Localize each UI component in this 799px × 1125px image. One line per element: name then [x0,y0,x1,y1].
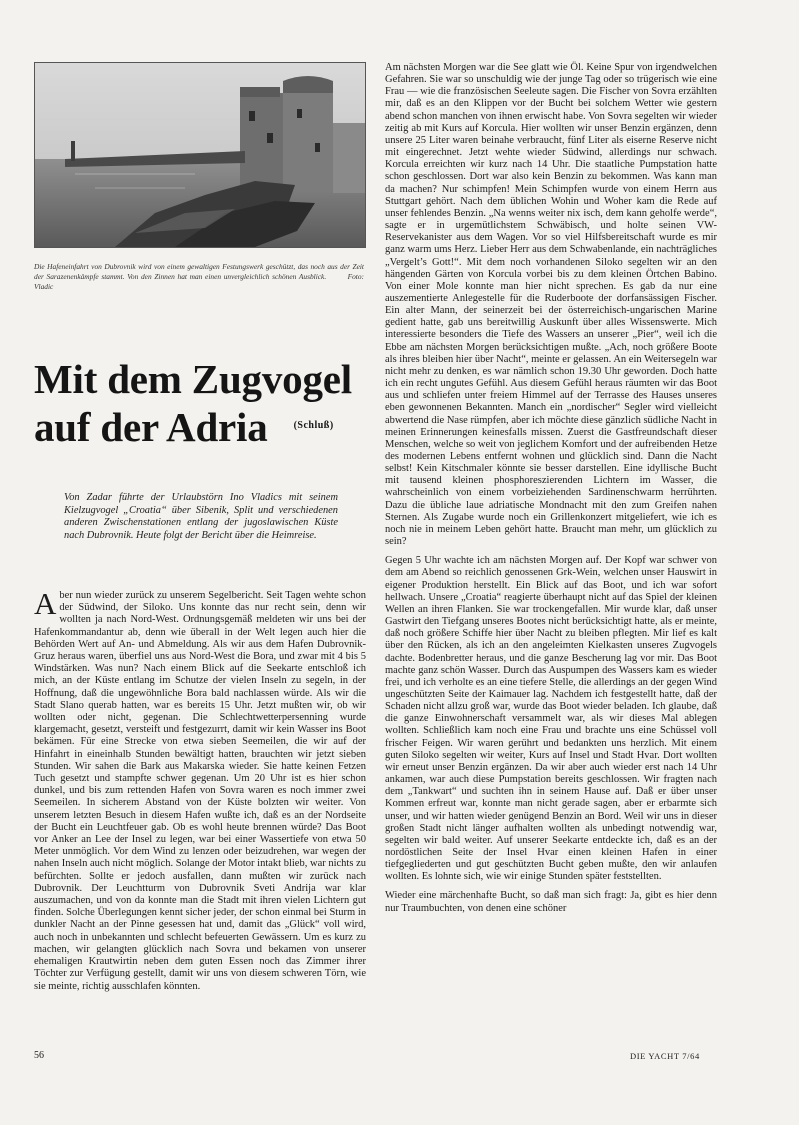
body-column-left [34,586,366,993]
photo-credit: Foto: Vladic [34,272,365,291]
title-line-2: auf der Adria [34,404,268,450]
article-lead: Von Zadar führte der Urlaubstörn Ino Vladics mit seinem Kielzugvogel „Croatia“ über Sibenik, Split und verschiedenen anderen Zwischenstationen entlang der jugoslawischen Küste nach Dubrovnik. Heute folgt der Bericht über die Heimreise. [64,492,338,541]
article-title [34,355,374,456]
photo-caption [34,262,364,292]
paragraph: Gegen 5 Uhr wachte ich am nächsten Morgen auf. Der Kopf war schwer von dem am Abend so reichlich genossenen Grk-Wein, welchen unser Hauswirt in eigener Produktion herstellt. Ein Blick auf das Boot, und ich war sofort hellwach. Unsere „Croatia“ reagierte überhaupt nicht auf das Spiel der kleinen Wellen an ihren Flanken. Sie war trockengefallen. Mir wurde klar, daß unser Gastwirt den Tiefgang unseres Bootes nicht berücksichtigt hatte, als er meinte, daß noch größere Schiffe hier über Nacht zu bleiben pflegten. Mir lief es kalt über den Rücken, als ich an den angeleimten Kielkasten unseres Zugvogels dachte. Bodenbretter heraus, und die ganze Bescherung lag vor mir. Das Boot machte ganz schön Wasser. Durch das Auspumpen des Wassers kam es wieder frei, und ich verholte es an eine tiefere Stelle, die allerdings an der gegen Wind ungeschützten Seite der Kaimauer lag. Nachdem ich festgestellt hatte, daß der Schaden nicht allzu groß war, wurde das Boot wieder beladen. Ich glaube, daß die ganze Einwohnerschaft versammelt war, als wir dieses Mal ablegen wollten. Schließlich kam noch eine Frau und brachte uns eine Schüssel voll frischer Feigen. Wir waren gerührt und bedankten uns herzlich. Mit einem guten Siloko segelten wir weiter, Kurs auf Insel und Stadt Hvar. Dort wollten wir erneut unser Benzin ergänzen. Da wir aber auch wieder erst nach 14 Uhr ankamen, war auch diese Pumpstation bereits geschlossen. Wir fragten nach dem „Tankwart“ und suchten ihn in seinem Hause auf. Daß er über unser Kommen erfreut war, konnte man nicht gerade sagen, aber er erbarmte sich unser, und wir hatten wieder genügend Benzin an Bord. Weil wir uns in dieser großen Stadt nicht länger aufhalten wollten als unbedingt notwendig war, segelten wir bald weiter. Auf unserer Seekarte entdeckte ich, daß es an der nordöstlichen Seite der Insel Hvar einen kleinen Hafen in einer tiefgegliederten und gut geschützten Bucht geben mußte, den wir anlaufen wollten. Es lohnte sich, wie wir einige Stunden später feststellten. [385,555,717,883]
page-number: 56 [34,1050,44,1061]
title-suffix: (Schluß) [293,419,334,431]
body-column-right [385,62,717,915]
title-line-1: Mit dem Zugvogel [34,356,352,402]
paragraph: Wieder eine märchenhafte Bucht, so daß man sich fragt: Ja, gibt es hier denn nur Traumbuchten, von denen eine schöner [385,890,717,914]
title-line-2-wrap [34,403,374,456]
paragraph: Am nächsten Morgen war die See glatt wie Öl. Keine Spur von irgendwelchen Gefahren. Sie war so unschuldig wie der junge Tag oder so trügerisch wie eine Frau — wie die französischen Seeleute sagen. Die Fischer von Sovra erzählten mir, daß es an den Klippen vor der Bucht bei solchem Wetter wie gestern abend schon manchen von ihnen erwischt habe. Von Sovra segelten wir wieder zeitig ab mit Kurs auf Korcula. Hier wollten wir unser Benzin ergänzen, denn unsere 25 Liter waren beinahe verbraucht, fünf Liter als eiserne Reserve nicht mit eingerechnet. Jetzt wehte wieder Südwind, allerdings nur schwach. Korcula erreichten wir kurz nach 14 Uhr. Die staatliche Pumpstation hatte schon geschlossen. Dort war also kein Benzin zu bekommen. Was kann man da machen? Nur schimpfen! Mein Schimpfen wurde von einem Herrn aus Stuttgart gehört. Nach dem üblichen Wohin und Woher kam die Rede auf unser fehlendes Benzin. „Na wenns weiter nix isch, dem kann geholfe werde“, sagte er in urgemütlichstem Schwäbisch, und holte seinen VW-Reservekanister aus dem Wagen. Vor so viel Hilfsbereitschaft wurde es mir ganz warm ums Herz. Lieber Herr aus dem Schwabenlande, ein nachträgliches „Vergelt’s Gott!“. Mit dem noch vorhandenen Siloko segelten wir an den hängenden Gärten von Korcula vorbei bis zu dem kleinen Örtchen Babino. Von einer Mole konnte man hier nicht sprechen. Es gab da nur eine auszementierte Anlegestelle für die Ruderboote der dorfansässigen Fischer. Ein alter Mann, der seinerzeit bei der österreichisch-ungarischen Marine gedient hatte, gab uns bereitwillig Auskunft über alles Wissenswerte. Mich interessierte besonders die Tiefe des Wassers an unserer „Pier“, weil ich die Ebbe am nächsten Morgen berücksichtigen mußte. „Ach, noch größere Boote als ihres bleiben hier über Nacht“, meinte er gelassen. An ein Weitersegeln war nicht mehr zu denken, es war nämlich schon 19.30 Uhr geworden. Doch hatte ich ein recht ungutes Gefühl. Aus diesem Gefühl heraus räumten wir das Boot aus und schliefen unter freiem Himmel auf der Terrasse des Hauses unseres eben gewonnenen Bekannten. Manch ein „nordischer“ Segler wird vielleicht abwertend die Nase rümpfen, aber ich möchte diese gänzlich südliche Nacht in meinen Erinnerungen keinesfalls missen. Zuerst die Gastfreundschaft dieser Menschen, welche so weit von jeglichem Komfort und der aufreibenden Hetze des modernen Lebens entfernt wohnen und glücklich sind. Dann die Nacht selbst! Kein Kitschmaler könnte sie besser darstellen. Eine idyllische Bucht mit tausend kleinen phosphoreszierenden Lichtern im Wasser, die wahrscheinlich von einem vorbeiziehenden Sardinenschwarm herrührten. Dazu die übliche laue adriatische Mondnacht mit den zum Greifen nahen Sternen. Als Zugabe wurde noch ein Grillenkonzert mitgeliefert, wie ich es noch nie in meinem Leben gehört hatte. Braucht man mehr, um glücklich zu sein? [385,62,717,548]
caption-text: Die Hafeneinfahrt von Dubrovnik wird von einem gewaltigen Festungswerk geschützt, das noch aus der Zeit der Sarazenenkämpfe stammt. Von den Zinnen hat man einen unvergleichlich schönen Ausblick. [34,262,364,281]
dropcap: A [34,586,57,621]
magazine-issue: DIE YACHT 7/64 [630,1051,700,1061]
fortress-image [35,63,365,247]
harbour-photo [34,62,366,248]
body-left-text: ber nun wieder zurück zu unserem Segelbericht. Seit Tagen wehte schon der Südwind, der Siloko. Uns konnte das nur recht sein, denn wir wollten ja nach Nord-West. Ordnungsgemäß meldeten wir uns bei der Hafenkommandantur ab, denn wie überall in der Welt legen auch hier die Behörden Wert auf An- und Abmeldung. Als wir aus dem Hafen Dubrovnik-Gruz heraus waren, überfiel uns aus Nord-West die Bora, und zwar mit 4 bis 5 Windstärken. Was nun? Nach einem Blick auf die Seekarte entschloß ich mich, an der Küste entlang im Schutze der vielen Inseln zu segeln, in der Hoffnung, daß die ungewöhnliche Bora bald nachlassen würde. Als wir die Stadt Slano querab hatten, war es bereits 15 Uhr. Jetzt mußten wir, ob wir wollten oder nicht, gegenan. Die Schlechtwetterpersenning wurde klargemacht, gesetzt, versteift und festgezurrt, damit wir kein Wasser ins Boot bekämen. Für eine Strecke von etwa sieben Seemeilen, die wir auf der Hinfahrt in eineinhalb Stunden bewältigt hatten, brauchten wir jetzt sieben Stunden. Wir sahen die Bark aus Makarska wieder. Sie hatte keinen Fetzen Tuch gesetzt und stampfte schwer gegenan. Um 20 Uhr ist es hier schon dunkel, und bis zum rettenden Hafen von Sovra waren es noch immer zwei Seemeilen. In sicherem Abstand von der Küste bolzten wir weiter. Von unserem letzten Besuch in diesem Hafen wußte ich, daß es an der Nordseite der Bucht ein Leuchtfeuer gab. Ob es wohl heute brennen würde? Das Boot vor Anker an Lee der Insel zu legen, war bei einer Wassertiefe von etwa 50 Meter unmöglich. Vor dem Wind zu lenzen oder beizudrehen, war wegen der nahen Inseln auch nicht möglich. Solange der Motor intakt blieb, war nichts zu befürchten. Sollte er jedoch ausfallen, dann mußten wir zurück nach Dubrovnik. Der Leuchtturm von Dubrovnik Sveti Andrija war klar auszumachen, und von da konnte man die Stadt mit ihren vielen Lichtern gut finden. Solche Überlegungen kennt sicher jeder, der schon einmal bei Sturm in dunkler Nacht an der Pinne gesessen hat und, damit das „Glück“ voll wird, auch noch in unbekannten und schlecht befeuerten Gewässern. Um es kurz zu machen, wir gelangten glücklich nach Sovra und bekamen von unserer ehemaligen Krautwirtin neben dem guten Essen noch das Zimmer ihrer Töchter zur Verfügung gestellt, damit wir uns von diesem schweren Törn, wie sie meinte, richtig ausschlafen könnten. [34,590,366,992]
